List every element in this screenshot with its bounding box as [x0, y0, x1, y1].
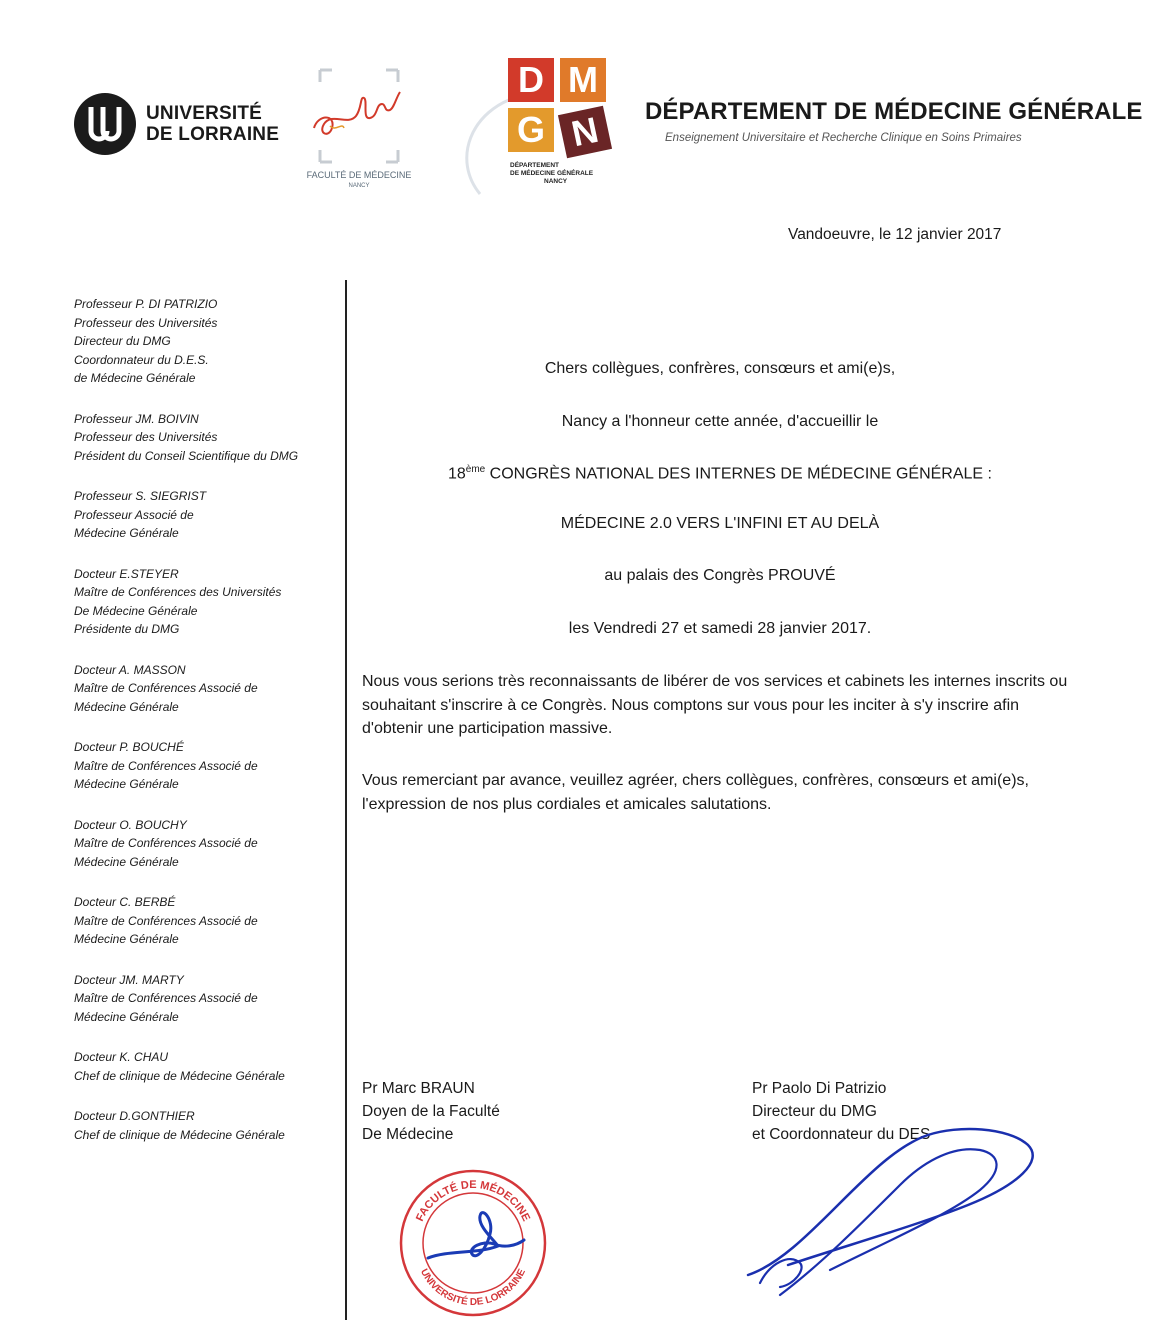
staff-list	[74, 295, 339, 1166]
staff-name: Docteur JM. MARTY	[74, 972, 184, 987]
staff-role: de Médecine Générale	[74, 371, 196, 385]
staff-name: Docteur P. BOUCHÉ	[74, 740, 184, 754]
date-line: Vandoeuvre, le 12 janvier 2017	[788, 226, 1002, 243]
congress-dates: les Vendredi 27 et samedi 28 janvier 2017.	[568, 620, 872, 637]
staff-name: Professeur P. DI PATRIZIO	[74, 297, 218, 311]
body-paragraph-1: Nous vous serions très reconnaissants de libérer de vos services et cabinets les internes inscrits ou souhaitant s'inscrire à ce Congrès. Nous comptons sur vous pour les inciter à s'y inscrire afin d'obtenir une participation massive.	[362, 673, 1068, 737]
staff-role: Médecine Générale	[74, 777, 179, 791]
staff-role: Médecine Générale	[74, 854, 179, 869]
congress-theme: MÉDECINE 2.0 VERS L'INFINI ET AU DELÀ	[560, 515, 880, 532]
body-paragraph-2: Vous remerciant par avance, veuillez agréer, chers collègues, confrères, consœurs et ami(e)s, l'expression de nos plus cordiales et amicales salutations.	[362, 772, 1029, 813]
staff-member	[74, 487, 339, 543]
staff-name: Docteur K. CHAU	[74, 1050, 169, 1064]
staff-member	[74, 661, 339, 717]
staff-member	[74, 565, 339, 639]
signature-block-director: Pr Paolo Di Patrizio Directeur du DMG et Coordonnateur du DES	[752, 1080, 931, 1143]
staff-member	[74, 295, 339, 388]
staff-member	[74, 1107, 339, 1144]
staff-role: Maître de Conférences Associé de	[74, 991, 258, 1005]
staff-member	[74, 1048, 339, 1085]
staff-role: Président du Conseil Scientifique du DMG	[74, 448, 299, 463]
staff-name: Docteur O. BOUCHY	[74, 817, 187, 832]
staff-role: De Médecine Générale	[74, 603, 198, 618]
congress-title: CONGRÈS NATIONAL DES INTERNES DE MÉDECINE GÉNÉRALE :	[485, 465, 992, 483]
staff-member	[74, 971, 339, 1027]
staff-name: Professeur JM. BOIVIN	[74, 411, 199, 426]
intro-line: Nancy a l'honneur cette année, d'accueillir le	[561, 413, 879, 430]
staff-name: Docteur C. BERBÉ	[74, 895, 176, 909]
university-name: UNIVERSITÉ DE LORRAINE	[146, 103, 280, 145]
staff-role: Médecine Générale	[74, 932, 179, 946]
stamp-text-bottom: UNIVERSITÉ DE LORRAINE	[417, 1267, 528, 1309]
dmgn-tile-g: G	[508, 108, 554, 152]
staff-role: Directeur du DMG	[74, 334, 171, 348]
signature-block-dean: Pr Marc BRAUN Doyen de la Faculté De Médecine	[362, 1080, 500, 1143]
svg-text:UNIVERSITÉ DE LORRAINE	[418, 1267, 528, 1308]
staff-role: Coordonnateur du D.E.S.	[74, 352, 209, 367]
staff-role: Maître de Conférences Associé de	[74, 913, 258, 928]
congress-venue: au palais des Congrès PROUVÉ	[604, 567, 836, 584]
stamp-text-top: FACULTÉ DE MÉDECINE	[413, 1179, 533, 1224]
universite-de-lorraine-logo-icon	[74, 93, 136, 155]
staff-member	[74, 816, 339, 872]
staff-role: Professeur Associé de	[74, 507, 194, 522]
congress-number: 18	[447, 465, 466, 483]
department-title: DÉPARTEMENT DE MÉDECINE GÉNÉRALE	[645, 98, 1143, 125]
congress-line	[360, 464, 1080, 483]
staff-name: Docteur A. MASSON	[74, 662, 186, 677]
staff-member	[74, 893, 339, 949]
faculty-stamp-icon	[398, 1168, 548, 1318]
staff-member	[74, 410, 339, 466]
staff-role: Maître de Conférences Associé de	[74, 758, 258, 773]
dmgn-logo	[508, 58, 618, 166]
staff-member	[74, 738, 339, 794]
dmgn-tile-m: M	[560, 58, 606, 102]
staff-name: Docteur D.GONTHIER	[74, 1109, 195, 1123]
staff-role: Chef de clinique de Médecine Générale	[74, 1127, 285, 1142]
dmgn-subtitle: DÉPARTEMENT DE MÉDECINE GÉNÉRALE NANCY	[510, 162, 594, 185]
staff-role: Médecine Générale	[74, 526, 179, 540]
staff-role: Maître de Conférences Associé de	[74, 836, 258, 850]
greeting: Chers collègues, confrères, consœurs et ami(e)s,	[544, 360, 896, 377]
staff-name: Professeur S. SIEGRIST	[74, 489, 207, 503]
staff-role: Professeur des Universités	[74, 430, 218, 444]
staff-role: Chef de clinique de Médecine Générale	[74, 1068, 285, 1083]
staff-role: Présidente du DMG	[74, 622, 180, 636]
staff-name: Docteur E.STEYER	[74, 566, 179, 581]
staff-role: Médecine Générale	[74, 699, 179, 714]
congress-ordinal: ème	[465, 464, 486, 475]
staff-role: Maître de Conférences des Universités	[74, 585, 282, 599]
faculty-name: FACULTÉ DE MÉDECINE NANCY	[306, 170, 412, 189]
column-divider	[345, 280, 347, 1320]
staff-role: Médecine Générale	[74, 1009, 179, 1024]
staff-role: Professeur des Universités	[74, 315, 218, 330]
svg-text:FACULTÉ DE MÉDECINE	[414, 1179, 532, 1223]
dmgn-tile-d: D	[508, 58, 554, 102]
director-signature-icon	[740, 1125, 1040, 1300]
department-subtitle: Enseignement Universitaire et Recherche Clinique en Soins Primaires	[665, 132, 1022, 144]
dmgn-tile-n: N	[558, 106, 612, 159]
staff-role: Maître de Conférences Associé de	[74, 681, 258, 695]
